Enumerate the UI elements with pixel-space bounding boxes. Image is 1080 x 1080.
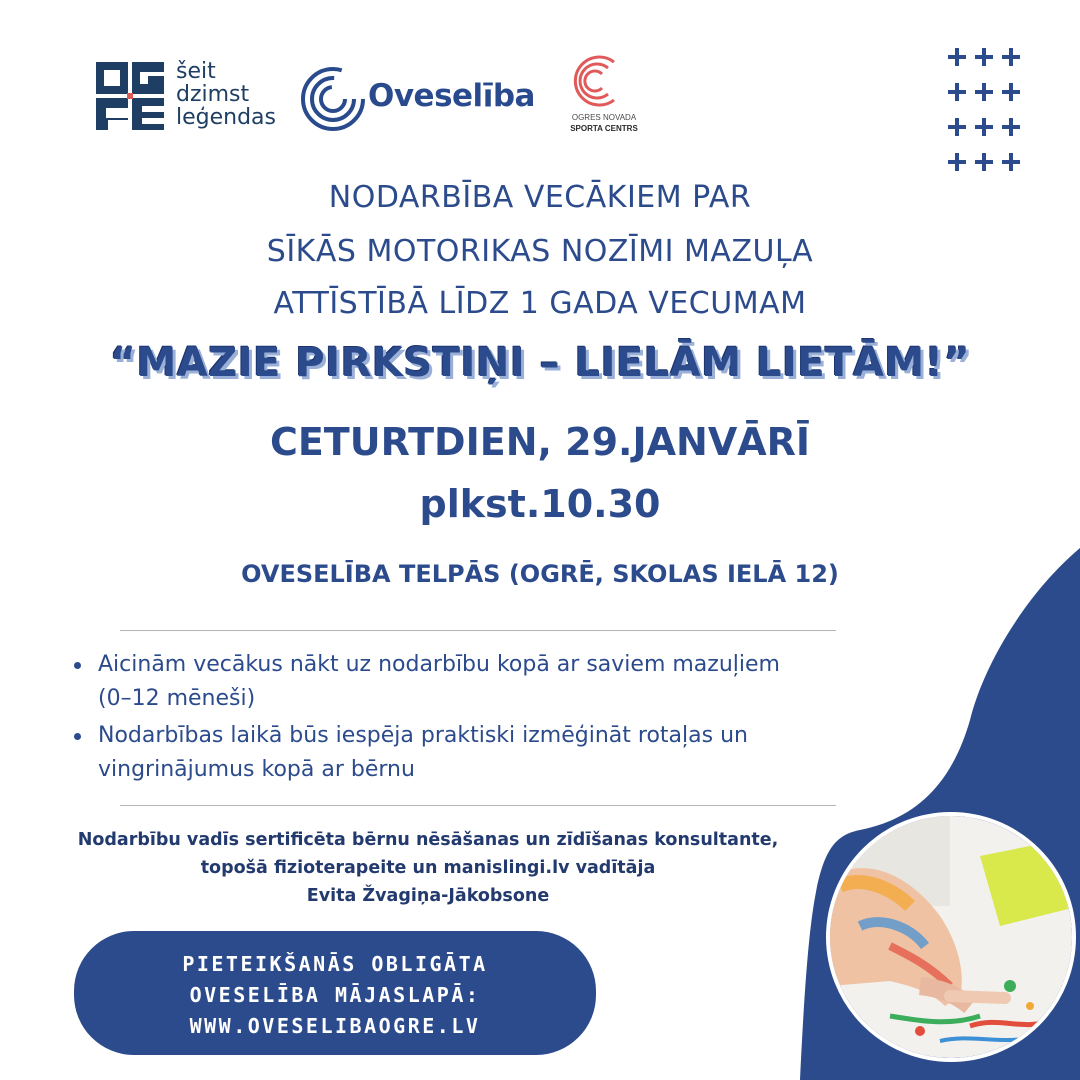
bullet-1-line2: (0–12 mēneši) xyxy=(98,686,256,711)
divider-top xyxy=(120,630,836,631)
oveseliba-logo-text: Oveselība xyxy=(368,78,535,114)
bullet-2-line1: Nodarbības laikā būs iespēja praktiski izmēģināt rotaļas un xyxy=(98,723,748,748)
heading-line3: ATTĪSTĪBĀ LĪDZ 1 GADA VECUMAM xyxy=(273,286,807,321)
ogre-slogan-line1: šeit xyxy=(176,59,216,84)
list-item xyxy=(72,719,852,787)
event-date: CETURTDIEN, 29.JANVĀRĪ xyxy=(269,420,811,464)
leader-info xyxy=(0,826,856,910)
sport-centre-logo-icon xyxy=(564,52,624,110)
oveseliba-logo-icon xyxy=(300,66,366,132)
leader-line1: Nodarbību vadīs sertificēta bērnu nēsāšanas un zīdīšanas konsultante, xyxy=(77,830,779,850)
registration-banner[interactable] xyxy=(74,931,596,1055)
event-venue: OVESELĪBA TELPĀS (OGRĒ, SKOLAS IELĀ 12) xyxy=(241,560,839,588)
cta-line2: OVESELĪBA MĀJASLAPĀ: xyxy=(189,983,481,1007)
cta-website-link[interactable]: WWW.OVESELIBAOGRE.LV xyxy=(189,1014,481,1038)
event-title: “MAZIE PIRKSTIŅI – LIELĀM LIETĀM!” xyxy=(109,340,971,386)
ogre-logo xyxy=(96,60,296,140)
info-list xyxy=(72,648,852,790)
heading-line2: SĪKĀS MOTORIKAS NOZĪMI MAZUĻA xyxy=(266,234,814,269)
ogre-logo-icon xyxy=(96,62,166,130)
cta-line1: PIETEIKŠANĀS OBLIGĀTA xyxy=(182,952,488,976)
heading-line1: NODARBĪBA VECĀKIEM PAR xyxy=(328,180,752,215)
bullet-1-line1: Aicinām vecākus nākt uz nodarbību kopā ar saviem mazuļiem xyxy=(98,652,780,677)
divider-bottom xyxy=(120,805,836,806)
painting-hand-photo xyxy=(826,812,1076,1062)
sport-centre-logo xyxy=(556,52,656,142)
ogre-slogan-line3: leģendas xyxy=(176,105,276,130)
bullet-icon xyxy=(74,662,81,669)
leader-line2: topošā fizioterapeite un manislingi.lv vadītāja xyxy=(200,858,656,878)
bullet-2-line2: vingrinājumus kopā ar bērnu xyxy=(98,757,415,782)
sport-logo-line1: OGRES NOVADA xyxy=(571,113,637,122)
sport-logo-line2: SPORTA CENTRS xyxy=(570,124,638,133)
event-time: plkst.10.30 xyxy=(419,482,661,526)
bullet-icon xyxy=(74,733,81,740)
sport-centre-logo-text xyxy=(556,112,652,134)
ogre-slogan-line2: dzimst xyxy=(176,82,250,107)
ogre-slogan xyxy=(176,60,276,129)
leader-line3: Evita Žvagiņa-Jākobsone xyxy=(306,886,550,906)
plus-pattern-icon xyxy=(944,44,1044,174)
oveseliba-logo xyxy=(300,64,540,134)
list-item xyxy=(72,648,852,716)
